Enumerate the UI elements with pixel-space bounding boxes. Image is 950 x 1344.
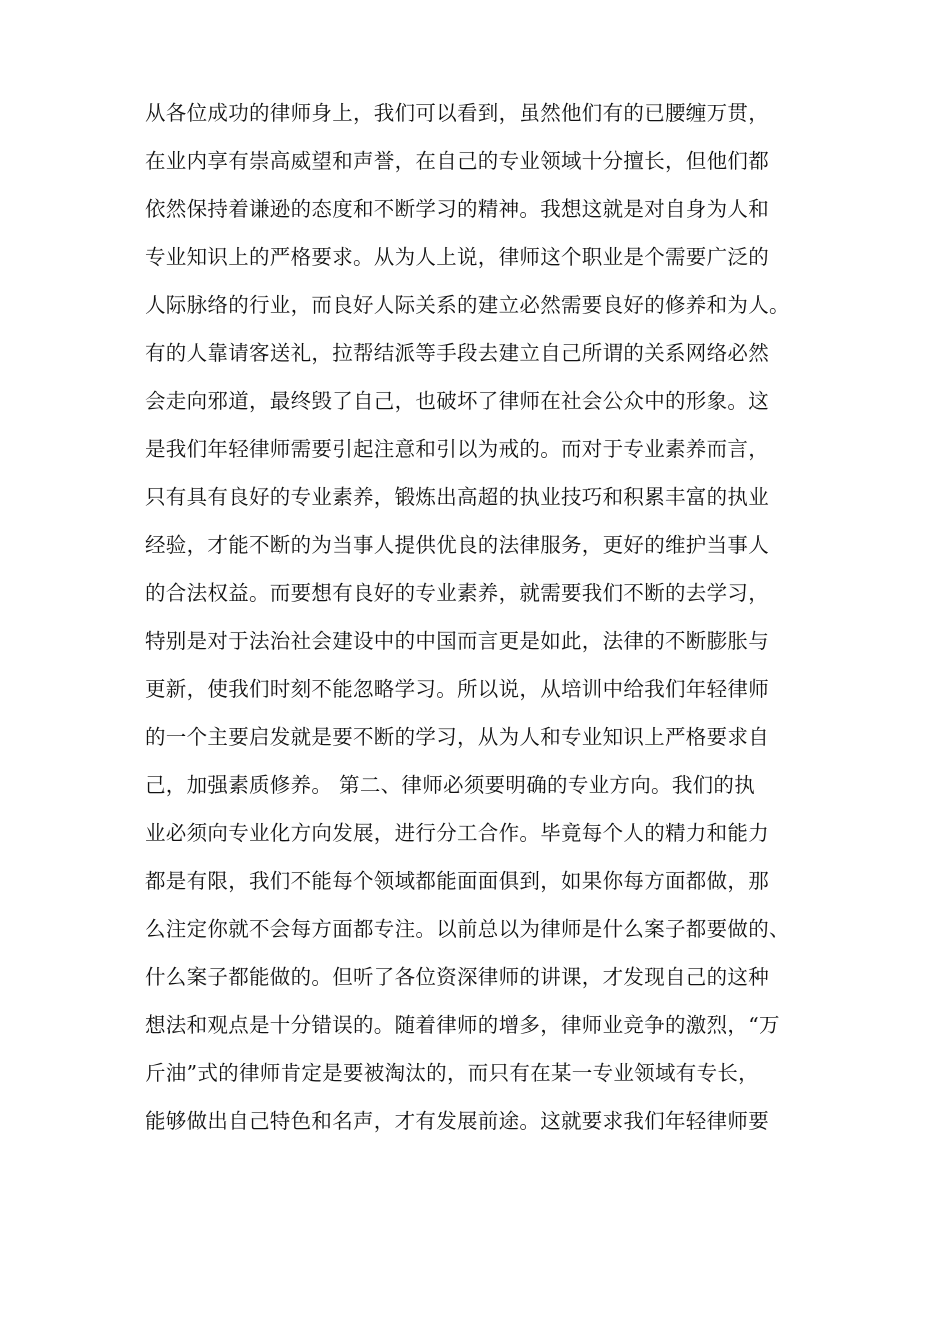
text-line: 会走向邪道，最终毁了自己，也破坏了律师在社会公众中的形象。这 — [145, 389, 769, 413]
text-line: 的一个主要启发就是要不断的学习，从为人和专业知识上严格要求自 — [145, 725, 769, 749]
text-line: 从各位成功的律师身上，我们可以看到，虽然他们有的已腰缠万贯， — [145, 101, 769, 125]
text-line: 什么案子都能做的。但听了各位资深律师的讲课，才发现自己的这种 — [145, 965, 769, 989]
text-line: 在业内享有崇高威望和声誉，在自己的专业领域十分擅长，但他们都 — [145, 149, 769, 173]
text-line: 专业知识上的严格要求。从为人上说，律师这个职业是个需要广泛的 — [145, 245, 769, 269]
text-line: 特别是对于法治社会建设中的中国而言更是如此，法律的不断膨胀与 — [145, 629, 769, 653]
text-line: 的合法权益。而要想有良好的专业素养，就需要我们不断的去学习， — [145, 581, 769, 605]
text-line: 想法和观点是十分错误的。随着律师的增多，律师业竞争的激烈，“万 — [145, 1013, 780, 1037]
text-line: 都是有限，我们不能每个领域都能面面俱到，如果你每方面都做，那 — [145, 869, 769, 893]
text-line: 是我们年轻律师需要引起注意和引以为戒的。而对于专业素养而言， — [145, 437, 769, 461]
text-line: 斤油”式的律师肯定是要被淘汰的，而只有在某一专业领域有专长， — [145, 1061, 759, 1085]
text-line: 业必须向专业化方向发展，进行分工合作。毕竟每个人的精力和能力 — [145, 821, 769, 845]
text-line: 己，加强素质修养。 第二、律师必须要明确的专业方向。我们的执 — [145, 773, 756, 797]
text-line: 只有具有良好的专业素养，锻炼出高超的执业技巧和积累丰富的执业 — [145, 485, 769, 509]
text-line: 人际脉络的行业，而良好人际关系的建立必然需要良好的修养和为人。 — [145, 293, 790, 317]
text-line: 依然保持着谦逊的态度和不断学习的精神。我想这就是对自身为人和 — [145, 197, 769, 221]
text-line: 能够做出自己特色和名声，才有发展前途。这就要求我们年轻律师要 — [145, 1109, 769, 1133]
text-line: 有的人靠请客送礼，拉帮结派等手段去建立自己所谓的关系网络必然 — [145, 341, 769, 365]
text-line: 么注定你就不会每方面都专注。以前总以为律师是什么案子都要做的、 — [145, 917, 790, 941]
text-line: 更新，使我们时刻不能忽略学习。所以说，从培训中给我们年轻律师 — [145, 677, 769, 701]
text-line: 经验，才能不断的为当事人提供优良的法律服务，更好的维护当事人 — [145, 533, 769, 557]
